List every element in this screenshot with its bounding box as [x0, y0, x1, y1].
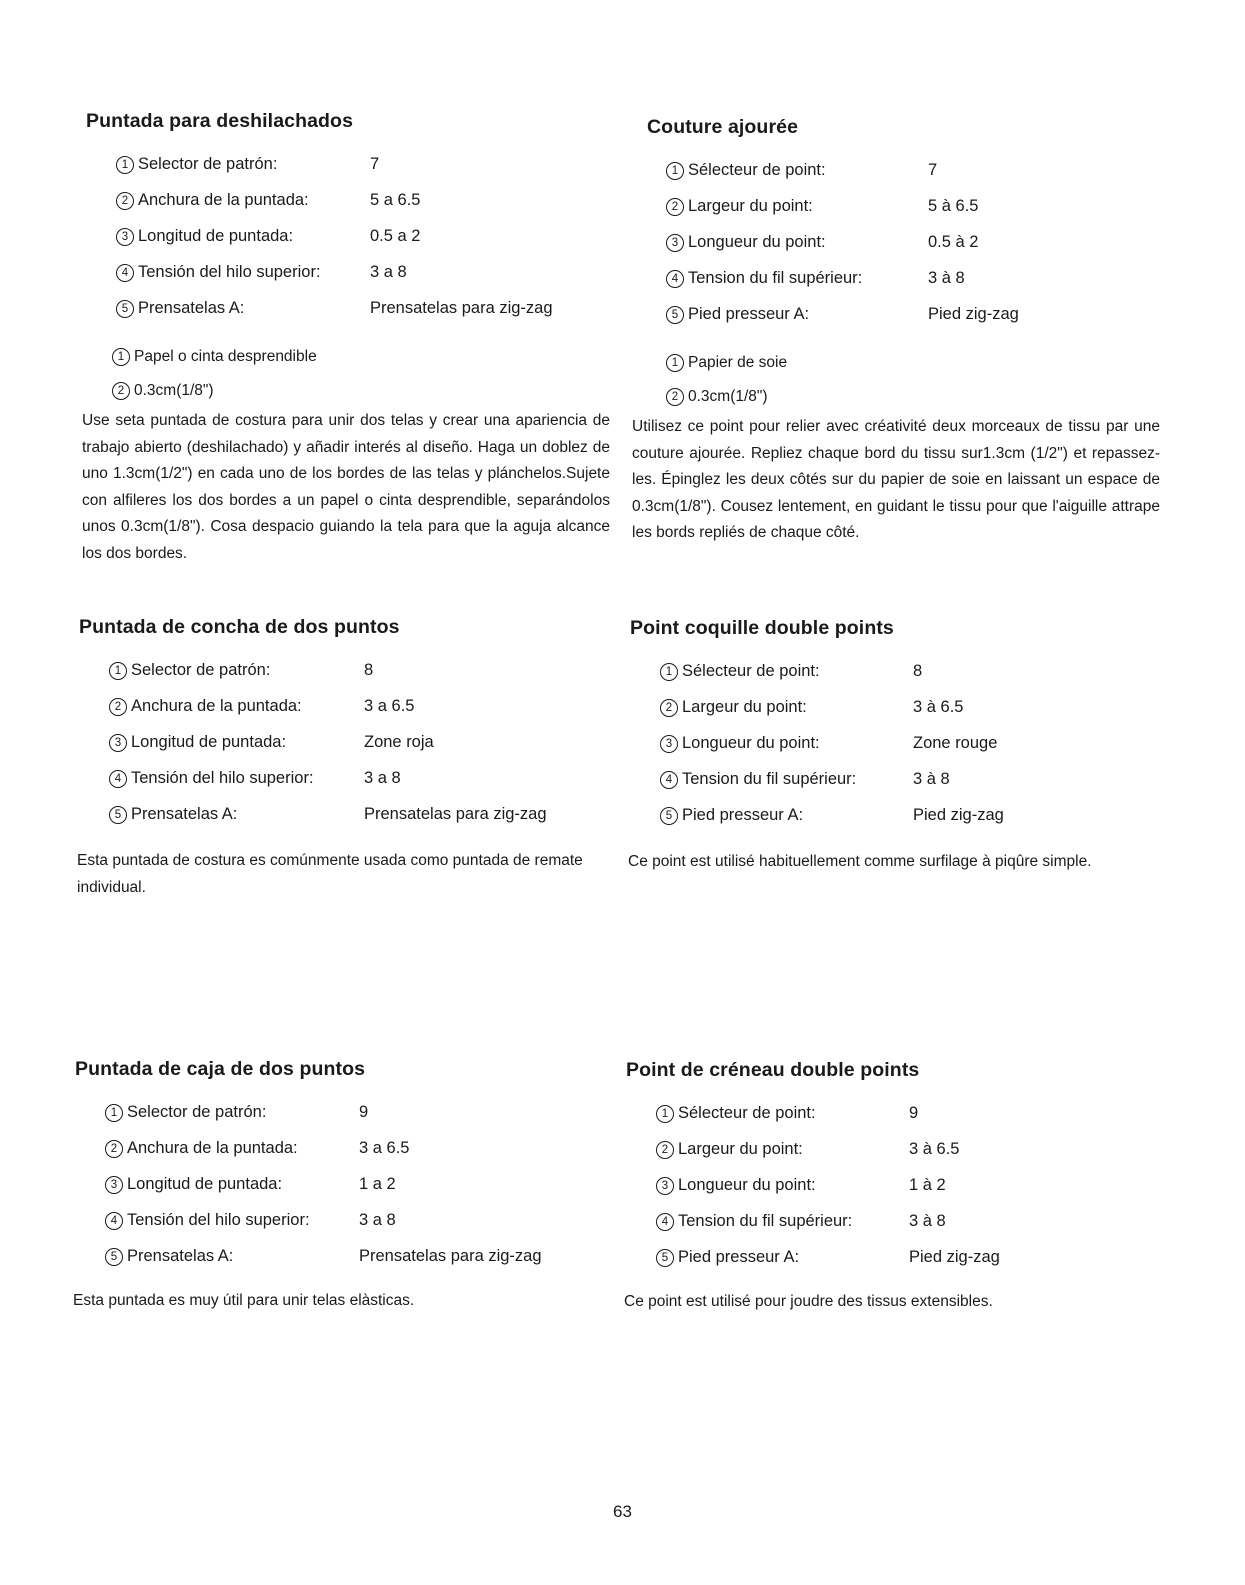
setting-label: Tensión del hilo superior:: [127, 1211, 310, 1229]
section-point-creneau: [626, 1059, 1158, 1316]
section-description: Esta puntada de costura es comúnmente usada como puntada de remate individual.: [77, 852, 583, 896]
setting-value: 7: [928, 161, 938, 179]
setting-row: [630, 761, 1162, 797]
setting-label: Longitud de puntada:: [127, 1175, 283, 1193]
circled-number: 2: [109, 698, 127, 716]
setting-value: 3 à 8: [909, 1212, 946, 1230]
setting-row: [79, 760, 607, 796]
setting-value: 3 a 6.5: [364, 697, 415, 715]
setting-value: 3 à 6.5: [913, 698, 964, 716]
circled-number: 4: [105, 1212, 123, 1230]
section-title: Point de créneau double points: [626, 1059, 920, 1081]
circled-number: 2: [105, 1140, 123, 1158]
setting-row: [636, 224, 1160, 260]
setting-value: 3 à 8: [913, 770, 950, 788]
setting-label: Pied presseur A:: [678, 1248, 800, 1266]
setting-label: Largeur du point:: [688, 197, 813, 215]
setting-row: [636, 296, 1160, 332]
setting-label: Selector de patrón:: [138, 155, 278, 173]
setting-label: Tensión del hilo superior:: [138, 263, 321, 281]
section-title: Puntada de concha de dos puntos: [79, 616, 400, 638]
circled-number: 3: [656, 1177, 674, 1195]
circled-number: 4: [666, 270, 684, 288]
setting-row: [636, 152, 1160, 188]
setting-label: Pied presseur A:: [682, 806, 804, 824]
setting-label: Sélecteur de point:: [688, 161, 826, 179]
setting-label: Tension du fil supérieur:: [682, 770, 857, 788]
section-description: Use seta puntada de costura para unir dos telas y crear una apariencia de trabajo abierto (deshilachado) y añadir interés al diseño. Haga un doblez de uno 1.3cm(1/2") en cada uno de los bordes de las telas y plánchelos.Sujete con alfileres los dos bordes a un papel o cinta desprendible, separándolos unos 0.3cm(1/8"). Cosa despacio guiando la tela para que la aguja alcance los dos bordes.: [82, 412, 610, 562]
note-text: 0.3cm(1/8"): [134, 382, 214, 399]
circled-number: 2: [116, 192, 134, 210]
circled-number: 3: [109, 734, 127, 752]
circled-number: 5: [105, 1248, 123, 1266]
setting-label: Pied presseur A:: [688, 305, 810, 323]
section-title: Puntada para deshilachados: [86, 110, 354, 132]
section-puntada-deshilachados: [82, 110, 610, 567]
circled-number: 3: [116, 228, 134, 246]
note-item: [86, 374, 610, 408]
setting-value: 0.5 a 2: [370, 227, 421, 245]
setting-label: Longueur du point:: [682, 734, 820, 752]
setting-value: Pied zig-zag: [913, 806, 1004, 824]
setting-row: [630, 689, 1162, 725]
diagram-notes: [636, 346, 1160, 414]
setting-row: [86, 290, 610, 326]
setting-row: [86, 254, 610, 290]
setting-value: Prensatelas para zig-zag: [370, 299, 553, 317]
circled-number: 2: [656, 1141, 674, 1159]
setting-label: Largeur du point:: [682, 698, 807, 716]
setting-row: [630, 653, 1162, 689]
setting-row: [636, 188, 1160, 224]
setting-label: Prensatelas A:: [131, 805, 238, 823]
setting-value: Pied zig-zag: [928, 305, 1019, 323]
setting-value: 3 à 6.5: [909, 1140, 960, 1158]
circled-number: 2: [660, 699, 678, 717]
setting-row: [626, 1095, 1158, 1131]
circled-number: 2: [666, 388, 684, 406]
circled-number: 4: [660, 771, 678, 789]
page-number: 63: [613, 1502, 632, 1521]
setting-value: Prensatelas para zig-zag: [364, 805, 547, 823]
setting-row: [630, 797, 1162, 833]
circled-number: 2: [666, 198, 684, 216]
setting-row: [79, 724, 607, 760]
setting-label: Anchura de la puntada:: [127, 1139, 298, 1157]
setting-label: Tension du fil supérieur:: [688, 269, 863, 287]
setting-value: Prensatelas para zig-zag: [359, 1247, 542, 1265]
circled-number: 5: [660, 807, 678, 825]
setting-label: Largeur du point:: [678, 1140, 803, 1158]
section-description: Utilisez ce point pour relier avec créativité deux morceaux de tissu par une couture ajourée. Repliez chaque bord du tissu sur1.3cm (1/2") et repassez-les. Épinglez les deux côtés sur du papier de soie en laissant un espace de 0.3cm(1/8"). Cousez lentement, en guidant le tissu pour que l'aiguille attrape les bords repliés de chaque côté.: [632, 418, 1160, 541]
setting-value: 1 à 2: [909, 1176, 946, 1194]
circled-number: 1: [116, 156, 134, 174]
circled-number: 5: [109, 806, 127, 824]
circled-number: 1: [666, 162, 684, 180]
setting-label: Tension du fil supérieur:: [678, 1212, 853, 1230]
circled-number: 5: [116, 300, 134, 318]
setting-row: [626, 1131, 1158, 1167]
setting-row: [79, 796, 607, 832]
section-title: Point coquille double points: [630, 617, 894, 639]
circled-number: 1: [109, 662, 127, 680]
setting-row: [79, 688, 607, 724]
setting-value: 3 a 8: [370, 263, 407, 281]
section-puntada-concha: [79, 616, 607, 901]
circled-number: 5: [666, 306, 684, 324]
setting-value: 3 a 6.5: [359, 1139, 410, 1157]
circled-number: 4: [656, 1213, 674, 1231]
section-title: Couture ajourée: [647, 116, 799, 138]
setting-value: 5 à 6.5: [928, 197, 979, 215]
setting-label: Prensatelas A:: [127, 1247, 234, 1265]
setting-value: 1 a 2: [359, 1175, 396, 1193]
circled-number: 4: [116, 264, 134, 282]
setting-row: [86, 218, 610, 254]
setting-row: [86, 182, 610, 218]
section-puntada-caja: [75, 1058, 603, 1315]
setting-row: [636, 260, 1160, 296]
circled-number: 2: [112, 382, 130, 400]
circled-number: 1: [656, 1105, 674, 1123]
setting-row: [626, 1239, 1158, 1275]
setting-label: Longitud de puntada:: [138, 227, 294, 245]
section-description: Ce point est utilisé habituellement comme surfilage à piqûre simple.: [628, 853, 1092, 870]
circled-number: 1: [112, 348, 130, 366]
section-title: Puntada de caja de dos puntos: [75, 1058, 366, 1080]
setting-value: 3 a 8: [359, 1211, 396, 1229]
note-text: 0.3cm(1/8"): [688, 388, 768, 405]
setting-value: 8: [913, 662, 923, 680]
setting-label: Anchura de la puntada:: [138, 191, 309, 209]
note-text: Papel o cinta desprendible: [134, 348, 317, 365]
setting-label: Longitud de puntada:: [131, 733, 287, 751]
setting-row: [75, 1094, 603, 1130]
setting-label: Selector de patrón:: [127, 1103, 267, 1121]
setting-label: Longueur du point:: [688, 233, 826, 251]
setting-label: Longueur du point:: [678, 1176, 816, 1194]
note-text: Papier de soie: [688, 354, 788, 371]
setting-value: 8: [364, 661, 374, 679]
setting-row: [75, 1238, 603, 1274]
setting-value: 9: [359, 1103, 369, 1121]
setting-label: Anchura de la puntada:: [131, 697, 302, 715]
circled-number: 1: [660, 663, 678, 681]
setting-value: 9: [909, 1104, 919, 1122]
setting-row: [630, 725, 1162, 761]
circled-number: 1: [105, 1104, 123, 1122]
setting-value: Zone roja: [364, 733, 434, 751]
circled-number: 1: [666, 354, 684, 372]
section-description: Esta puntada es muy útil para unir telas elàsticas.: [73, 1292, 415, 1309]
section-couture-ajouree: [632, 116, 1160, 547]
setting-row: [626, 1167, 1158, 1203]
note-item: [636, 346, 1160, 380]
setting-value: 3 a 8: [364, 769, 401, 787]
setting-row: [626, 1203, 1158, 1239]
setting-value: 3 à 8: [928, 269, 965, 287]
section-description: Ce point est utilisé pour joudre des tissus extensibles.: [624, 1293, 993, 1310]
setting-value: 7: [370, 155, 380, 173]
circled-number: 3: [660, 735, 678, 753]
setting-value: 0.5 à 2: [928, 233, 979, 251]
setting-row: [86, 146, 610, 182]
setting-label: Sélecteur de point:: [682, 662, 820, 680]
setting-row: [79, 652, 607, 688]
setting-label: Sélecteur de point:: [678, 1104, 816, 1122]
note-item: [636, 380, 1160, 414]
note-item: [86, 340, 610, 374]
circled-number: 4: [109, 770, 127, 788]
setting-value: 5 a 6.5: [370, 191, 421, 209]
setting-label: Prensatelas A:: [138, 299, 245, 317]
section-point-coquille: [630, 617, 1162, 876]
setting-row: [75, 1130, 603, 1166]
setting-value: Zone rouge: [913, 734, 998, 752]
diagram-notes: [86, 340, 610, 408]
setting-row: [75, 1202, 603, 1238]
circled-number: 5: [656, 1249, 674, 1267]
setting-label: Tensión del hilo superior:: [131, 769, 314, 787]
setting-label: Selector de patrón:: [131, 661, 271, 679]
setting-row: [75, 1166, 603, 1202]
circled-number: 3: [666, 234, 684, 252]
setting-value: Pied zig-zag: [909, 1248, 1000, 1266]
circled-number: 3: [105, 1176, 123, 1194]
